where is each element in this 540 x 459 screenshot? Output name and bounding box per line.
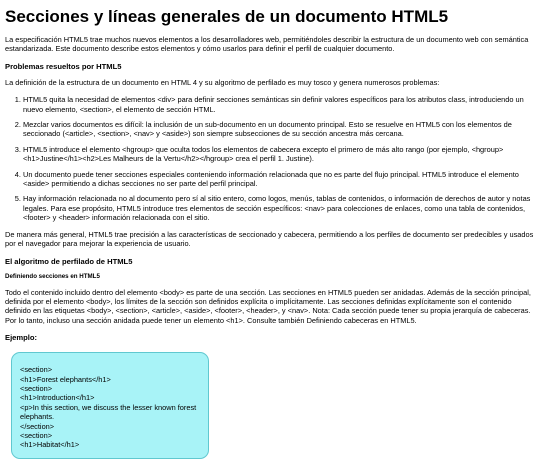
list-item: 5. Hay información relacionada no al documento pero sí al sitio entero, como logos, menús, tablas de contenidos, o información de derechos de autor y notas legales. Para ese propósito, HTML5 introduce tres elementos de sección específicos: <nav> para colecciones de enlaces, como una tabla de contenidos, <footer> y <header> información relacionada con el sitio.	[23, 194, 535, 222]
intro-paragraph: La especificación HTML5 trae muchos nuevos elementos a los desarrolladores web, permitiéndoles describir la estructura de un documento web con semántica estandarizada. Este documento describe estos elementos y cómo usarlos para definir el perfil de cualquier documento.	[5, 35, 529, 54]
defining-paragraph: Todo el contenido incluido dentro del elemento <body> es parte de una sección. Las secciones en HTML5 pueden ser anidadas. Además de la sección principal, definida por el elemento <body>, los límites de la sección son definidos explícita o implícitamente. Las secciones definidas explícitamente son el contenido definido en las etiquetas <body>, <section>, <article>, <aside>, <footer>, <header>, y <nav>. Nota: Cada sección puede tener su propia jerarquía de cabeceras. Por lo tanto, incluso una sección anidada puede tener un elemento <h1>. Consulte también Definiendo cabeceras en HTML5.	[5, 287, 531, 325]
problems-heading: Problemas resueltos por HTML5	[5, 61, 122, 71]
algorithm-heading: El algoritmo de perfilado de HTML5	[5, 256, 133, 266]
code-example: <section> <h1>Forest elephants</h1> <section> <h1>Introduction</h1> <p>In this section, we discuss the lesser known forest elephants. </section> <section> <h1>Habitat</h1>	[11, 352, 209, 459]
list-item: 1. HTML5 quita la necesidad de elementos <div> para definir secciones semánticas sin definir valores específicos para los atributos class, introduciendo un nuevo elemento, <section>, el elemento de sección HTML.	[23, 95, 535, 114]
list-item: 2. Mezclar varios documentos es difícil: la inclusión de un sub-documento en un documento principal. Esto se resuelve en HTML5 con los elementos de seccionado (<article>, <section>, <nav> y <aside>) son siempre subsecciones de su sección ancestra más cercana.	[23, 120, 535, 139]
list-item: 4. Un documento puede tener secciones especiales conteniendo información relacionada que no es parte del flujo principal. HTML5 introduce el elemento <aside> permitiendo a dichas secciones no ser parte del perfil principal.	[23, 170, 535, 189]
defining-heading: Definiendo secciones en HTML5	[5, 272, 100, 280]
summary-paragraph: De manera más general, HTML5 trae precisión a las características de seccionado y cabecera, permitiendo a los perfiles de documento ser predecibles y usados por el navegador para mejorar la experiencia de usuario.	[5, 229, 534, 249]
list-item: 3. HTML5 introduce el elemento <hgroup> que oculta todos los elementos de cabecera excepto el primero de más alto rango (por ejemplo, <hgroup> <h1>Justine</h1><h2>Les Malheurs de la Vertu</h2></hgroup> crea el perfil 1. Justine).	[23, 145, 535, 164]
page-title: Secciones y líneas generales de un documento HTML5	[5, 7, 449, 26]
problems-intro: La definición de la estructura de un documento en HTML 4 y su algoritmo de perfilado es muy tosco y genera numerosos problemas:	[5, 77, 440, 87]
example-heading: Ejemplo:	[5, 333, 38, 343]
problems-list	[5, 95, 535, 222]
